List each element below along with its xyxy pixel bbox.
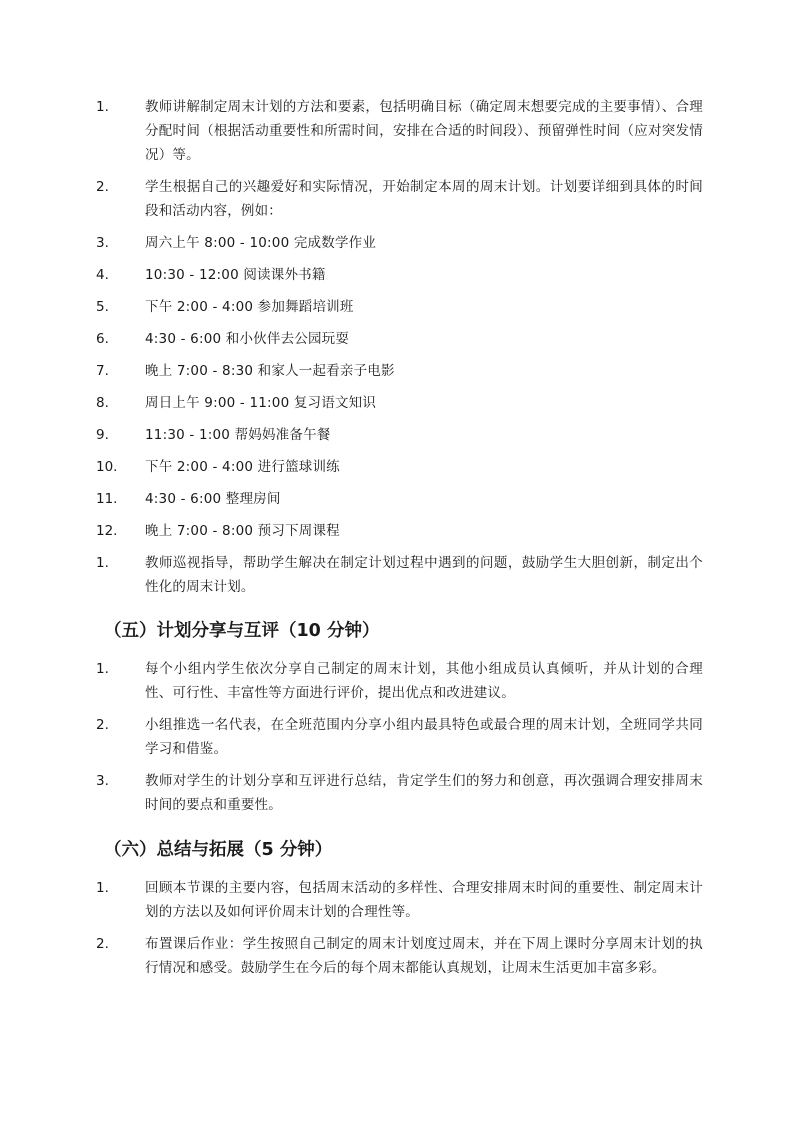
list-item [0, 876, 794, 924]
list-item [0, 487, 794, 511]
item-number: 9. [96, 427, 109, 443]
section5-list [0, 657, 794, 817]
list-item [0, 932, 794, 980]
item-text: 教师讲解制定周末计划的方法和要素，包括明确目标（确定周末想要完成的主要事情）、合理分配时间（根据活动重要性和所需时间，安排在合适的时间段）、预留弹性时间（应对突发情况）等。 [145, 99, 703, 163]
item-number: 4. [96, 267, 109, 283]
list-item [0, 95, 794, 167]
item-number: 3. [96, 773, 109, 789]
item-text: 晚上 7:00 - 8:30 和家人一起看亲子电影 [145, 363, 395, 379]
list-item [0, 713, 794, 761]
item-text: 回顾本节课的主要内容，包括周末活动的多样性、合理安排周末时间的重要性、制定周末计划的方法以及如何评价周末计划的合理性等。 [145, 880, 703, 920]
item-text: 下午 2:00 - 4:00 进行篮球训练 [145, 459, 340, 475]
list-item [0, 263, 794, 287]
item-number: 1. [96, 661, 109, 677]
item-number: 8. [96, 395, 109, 411]
list-item [0, 455, 794, 479]
list-item [0, 769, 794, 817]
item-text: 教师对学生的计划分享和互评进行总结，肯定学生们的努力和创意，再次强调合理安排周末时间的要点和重要性。 [145, 773, 703, 813]
item-number: 3. [96, 235, 109, 251]
item-number: 12. [96, 523, 118, 539]
item-number: 1. [96, 99, 109, 115]
item-text: 4:30 - 6:00 整理房间 [145, 491, 281, 507]
item-text: 晚上 7:00 - 8:00 预习下周课程 [145, 523, 340, 539]
list-item [0, 327, 794, 351]
item-text: 4:30 - 6:00 和小伙伴去公园玩耍 [145, 331, 350, 347]
item-text: 周日上午 9:00 - 11:00 复习语文知识 [145, 395, 377, 411]
item-text: 下午 2:00 - 4:00 参加舞蹈培训班 [145, 299, 354, 315]
item-number: 2. [96, 936, 109, 952]
item-text: 教师巡视指导，帮助学生解决在制定计划过程中遇到的问题，鼓励学生大胆创新，制定出个性化的周末计划。 [145, 555, 703, 595]
item-text: 小组推选一名代表，在全班范围内分享小组内最具特色或最合理的周末计划，全班同学共同学习和借鉴。 [145, 717, 703, 757]
item-number: 1. [96, 880, 109, 896]
item-text: 周六上午 8:00 - 10:00 完成数学作业 [145, 235, 377, 251]
section6-heading: （六）总结与拓展（5 分钟） [104, 840, 333, 860]
item-number: 1. [96, 555, 109, 571]
section5-heading: （五）计划分享与互评（10 分钟） [104, 621, 380, 641]
item-number: 7. [96, 363, 109, 379]
list-item [0, 519, 794, 543]
item-text: 10:30 - 12:00 阅读课外书籍 [145, 267, 326, 283]
item-number: 6. [96, 331, 109, 347]
item-number: 2. [96, 717, 109, 733]
item-text: 每个小组内学生依次分享自己制定的周末计划，其他小组成员认真倾听，并从计划的合理性、可行性、丰富性等方面进行评价，提出优点和改进建议。 [145, 661, 703, 701]
item-number: 5. [96, 299, 109, 315]
section6-list [0, 876, 794, 980]
list-item [0, 231, 794, 255]
section4-list [0, 95, 794, 599]
item-number: 10. [96, 459, 118, 475]
list-item [0, 423, 794, 447]
item-text: 学生根据自己的兴趣爱好和实际情况，开始制定本周的周末计划。计划要详细到具体的时间段和活动内容，例如： [145, 179, 703, 219]
item-text: 11:30 - 1:00 帮妈妈准备午餐 [145, 427, 331, 443]
item-text: 布置课后作业：学生按照自己制定的周末计划度过周末，并在下周上课时分享周末计划的执行情况和感受。鼓励学生在今后的每个周末都能认真规划，让周末生活更加丰富多彩。 [145, 936, 703, 976]
list-item [0, 551, 794, 599]
list-item [0, 391, 794, 415]
item-number: 2. [96, 179, 109, 195]
list-item [0, 359, 794, 383]
list-item [0, 295, 794, 319]
item-number: 11. [96, 491, 118, 507]
list-item [0, 657, 794, 705]
list-item [0, 175, 794, 223]
